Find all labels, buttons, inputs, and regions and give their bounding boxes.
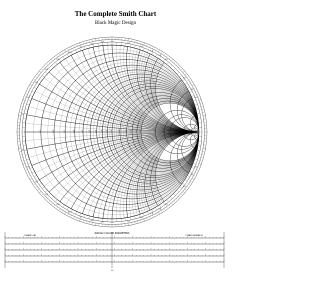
resistance-label: 0.7 xyxy=(96,130,98,133)
reactance-arc xyxy=(90,132,231,300)
wavelength-tick xyxy=(32,171,35,172)
resistance-label: 0.2 xyxy=(54,130,55,133)
wavelength-tick xyxy=(190,171,193,172)
angle-tick xyxy=(155,214,156,215)
angle-tick xyxy=(65,50,66,52)
angle-tick xyxy=(144,219,145,221)
wavelength-tick xyxy=(159,57,161,60)
fine-reactance-arc xyxy=(65,0,231,132)
reactance-label: 0.3 xyxy=(35,182,38,184)
reactance-arc xyxy=(0,132,231,300)
fine-reactance-arc xyxy=(75,132,231,300)
wavelength-tick xyxy=(190,91,193,92)
fine-reactance-arc xyxy=(90,132,231,300)
angle-tick xyxy=(62,53,63,54)
reactance-label: 0.7 xyxy=(79,47,83,49)
wavelength-tick xyxy=(147,50,148,53)
reactance-label: 1.6 xyxy=(150,51,153,53)
wavelength-tick xyxy=(28,163,31,164)
wavelength-tick xyxy=(67,207,69,210)
angle-tick xyxy=(144,43,145,45)
angle-tick xyxy=(195,91,196,92)
angle-tick xyxy=(47,65,48,66)
wavelength-tick xyxy=(143,48,144,51)
wavelength-tick xyxy=(151,210,152,213)
angle-tick xyxy=(169,205,170,206)
chart-subtitle: Black Magic Design xyxy=(94,21,137,26)
reactance-label: 1.0 xyxy=(110,42,114,44)
angle-tick xyxy=(192,85,194,86)
wavelength-tick xyxy=(170,65,172,67)
angle-tick xyxy=(49,201,50,202)
resistance-label: 2.0 xyxy=(141,130,142,133)
fine-reactance-arc xyxy=(116,132,231,298)
wavelength-tick xyxy=(89,45,90,48)
angle-tick xyxy=(42,69,43,70)
angle-tick xyxy=(23,164,25,165)
fine-reactance-arc xyxy=(107,132,231,300)
angle-tick xyxy=(62,210,63,211)
radial-scale-title: RADIALLY SCALED PARAMETERS xyxy=(94,232,130,235)
angle-tick xyxy=(176,199,177,200)
fine-reactance-arc xyxy=(129,132,231,271)
angle-tick xyxy=(65,212,66,214)
reactance-arc xyxy=(25,132,231,300)
fine-reactance-arc xyxy=(0,132,231,300)
reactance-label: 0.4 xyxy=(45,70,48,72)
center-label: 1.0 xyxy=(110,271,114,272)
reactance-label: 1.4 xyxy=(140,47,143,49)
angle-tick xyxy=(33,82,34,83)
wavelength-tick xyxy=(177,190,179,192)
resistance-label: 1.8 xyxy=(136,130,138,133)
wavelength-tick xyxy=(80,213,81,216)
reactance-label: 0.5 xyxy=(56,204,59,206)
reactance-label: 0.7 xyxy=(79,217,83,219)
wavelength-tick xyxy=(30,167,33,168)
wavelength-tick xyxy=(197,113,200,114)
wavelength-tick xyxy=(196,155,199,156)
wavelength-tick xyxy=(26,104,29,105)
resistance-label: 0.1 xyxy=(40,130,42,133)
angle-tick xyxy=(166,207,167,208)
angle-tick xyxy=(183,71,185,73)
resistance-label: 0.4 xyxy=(74,130,76,133)
angle-tick xyxy=(80,43,81,45)
angle-tick xyxy=(179,196,180,197)
wavelength-tick xyxy=(135,45,136,48)
resistance-label: 0.5 xyxy=(83,130,84,133)
radial-scales xyxy=(5,232,224,272)
angle-tick xyxy=(47,199,48,200)
scale-direction-generator: TOWARD GENERATOR xyxy=(185,236,203,237)
reactance-label: 1.8 xyxy=(158,55,162,57)
angle-tick xyxy=(60,209,61,210)
reactance-arc xyxy=(75,0,231,132)
reactance-label: 0.5 xyxy=(56,60,59,62)
reactance-label: 1.2 xyxy=(127,221,130,223)
angle-tick xyxy=(34,184,35,185)
wavelength-tick xyxy=(25,155,28,156)
angle-tick xyxy=(71,48,72,49)
wavelength-tick xyxy=(174,68,176,70)
angle-tick xyxy=(29,175,30,176)
fine-reactance-arc xyxy=(132,132,231,266)
reactance-label: 0.4 xyxy=(45,195,48,196)
fine-reactance-arc xyxy=(120,132,231,290)
wavelength-tick xyxy=(75,50,76,53)
resistance-label: 1.0 xyxy=(112,130,113,133)
angle-tick xyxy=(176,65,177,66)
angle-tick xyxy=(51,59,53,61)
resistance-label: 0.9 xyxy=(107,130,109,133)
wavelength-tick xyxy=(196,109,199,110)
fine-reactance-arc xyxy=(0,132,231,300)
wavelength-tick xyxy=(63,57,65,60)
angle-tick xyxy=(39,191,41,193)
resistance-label: 0.6 xyxy=(90,130,92,133)
fine-reactance-arc xyxy=(0,132,231,300)
angle-tick xyxy=(71,215,72,216)
reactance-arc xyxy=(0,132,231,300)
wavelength-tick xyxy=(30,95,33,96)
angle-tick xyxy=(39,71,41,73)
angle-tick xyxy=(158,212,159,214)
wavelength-tick xyxy=(25,109,28,110)
fine-reactance-arc xyxy=(135,3,231,132)
wavelength-tick xyxy=(52,65,54,67)
angle-tick xyxy=(38,74,39,75)
angle-tick xyxy=(36,77,37,78)
reactance-label: 0.6 xyxy=(68,212,71,214)
wavelength-tick xyxy=(143,213,144,216)
angle-tick xyxy=(192,178,194,179)
reactance-arc xyxy=(102,132,231,300)
angle-tick xyxy=(187,77,188,78)
resistance-label: 0.3 xyxy=(65,130,67,133)
wavelength-tick xyxy=(42,75,44,77)
wavelength-tick xyxy=(197,150,200,151)
reactance-label: 1.0 xyxy=(110,223,114,225)
wavelength-tick xyxy=(191,95,194,96)
fine-reactance-arc xyxy=(0,132,231,300)
angle-tick xyxy=(190,181,191,182)
wavelength-tick xyxy=(71,210,72,213)
wavelength-tick xyxy=(34,87,37,89)
angle-tick xyxy=(164,54,165,55)
reactance-label: 0.3 xyxy=(35,82,38,84)
resistance-label: 4.0 xyxy=(164,130,166,133)
angle-tick xyxy=(181,194,182,195)
angle-tick xyxy=(169,58,170,59)
wavelength-tick xyxy=(39,79,41,81)
fine-reactance-arc xyxy=(75,0,231,132)
angle-tick xyxy=(28,91,29,92)
wavelength-tick xyxy=(185,83,188,85)
angle-tick xyxy=(155,49,156,50)
angle-tick xyxy=(68,49,69,50)
angle-tick xyxy=(185,189,186,190)
fine-reactance-arc xyxy=(0,132,231,300)
fine-reactance-arc xyxy=(83,132,231,300)
reactance-label: 5.0 xyxy=(194,167,197,169)
wavelength-tick xyxy=(177,72,179,74)
wavelength-tick xyxy=(174,194,176,196)
angle-tick xyxy=(33,181,34,182)
reactance-label: 0.9 xyxy=(101,222,104,224)
angle-tick xyxy=(51,203,53,205)
wavelength-tick xyxy=(90,217,94,222)
reactance-arc xyxy=(112,132,231,300)
resistance-label: 1.2 xyxy=(119,130,121,133)
wavelength-tick xyxy=(52,197,54,199)
wavelength-tick xyxy=(195,159,198,160)
angle-tick xyxy=(185,74,186,75)
wavelength-tick xyxy=(187,176,190,178)
resistance-label: 0.8 xyxy=(102,130,104,133)
wavelength-tick xyxy=(26,159,29,160)
reactance-label: 0.2 xyxy=(27,167,30,169)
wavelength-tick xyxy=(45,72,47,74)
fine-reactance-arc xyxy=(132,0,231,132)
fine-reactance-arc xyxy=(6,132,231,300)
wavelength-tick xyxy=(158,205,162,211)
angle-tick xyxy=(161,53,162,54)
wavelength-tick xyxy=(193,163,196,164)
angle-tick xyxy=(171,203,173,205)
wavelength-tick xyxy=(75,211,76,214)
angle-tick xyxy=(45,196,46,197)
angle-tick xyxy=(194,175,195,176)
angle-tick xyxy=(34,80,35,81)
wavelength-tick xyxy=(42,187,44,189)
wavelength-tick xyxy=(84,46,85,49)
wavelength-tick xyxy=(187,87,190,89)
angle-tick xyxy=(164,209,165,210)
angle-tick xyxy=(181,69,182,70)
reactance-label: 0.8 xyxy=(90,220,94,222)
fine-reactance-arc xyxy=(0,132,231,300)
angle-tick xyxy=(28,173,29,174)
angle-tick xyxy=(189,184,190,185)
fine-reactance-arc xyxy=(112,132,231,300)
reactance-label: 0.2 xyxy=(27,97,30,99)
wavelength-tick xyxy=(182,79,184,81)
fine-reactance-arc xyxy=(94,132,231,300)
angle-tick xyxy=(60,54,61,55)
wavelength-tick xyxy=(167,200,169,202)
wavelength-tick xyxy=(34,176,37,178)
wavelength-tick xyxy=(59,59,61,61)
angle-tick xyxy=(153,215,154,216)
wavelength-tick xyxy=(55,200,57,202)
reactance-label: 2.0 xyxy=(165,60,168,62)
reactance-label: 5.0 xyxy=(194,97,197,99)
angle-tick xyxy=(153,48,154,49)
angle-tick xyxy=(36,186,37,187)
angle-tick xyxy=(174,62,175,63)
reactance-label: 0.6 xyxy=(68,52,71,54)
angle-tick xyxy=(174,201,175,202)
angle-tick xyxy=(183,191,185,193)
wavelength-tick xyxy=(48,194,50,196)
wavelength-tick xyxy=(182,183,184,185)
angle-tick xyxy=(187,186,188,187)
angle-tick xyxy=(45,67,46,68)
angle-tick xyxy=(166,56,167,57)
reactance-label: 1.2 xyxy=(127,43,130,45)
wavelength-tick xyxy=(84,215,85,218)
wavelength-tick xyxy=(167,62,169,64)
fine-reactance-arc xyxy=(135,132,231,261)
wavelength-tick xyxy=(185,179,188,181)
reactance-label: 0.9 xyxy=(101,42,104,44)
angle-tick xyxy=(171,59,173,61)
reactance-label: 4.0 xyxy=(190,175,194,177)
angle-tick xyxy=(29,88,30,89)
wavelength-tick xyxy=(180,75,182,77)
angle-tick xyxy=(54,205,55,206)
reactance-label: 1.8 xyxy=(158,209,162,211)
reactance-arc xyxy=(25,0,231,132)
reactance-label: 0.1 xyxy=(22,114,25,116)
fine-reactance-arc xyxy=(25,132,231,300)
chart-title: The Complete Smith Chart xyxy=(74,10,157,18)
angle-tick xyxy=(49,62,50,63)
angle-tick xyxy=(54,58,55,59)
reactance-label: 0.8 xyxy=(90,44,94,46)
fine-reactance-arc xyxy=(25,0,231,132)
wavelength-tick xyxy=(48,68,50,70)
angle-tick xyxy=(194,88,195,89)
wavelength-tick xyxy=(28,100,31,101)
reactance-label: 2.0 xyxy=(165,204,168,206)
resistance-label: 5.0 xyxy=(170,130,171,133)
wavelength-tick xyxy=(180,187,182,189)
wavelength-tick xyxy=(139,215,140,218)
angle-tick xyxy=(38,189,39,190)
angle-tick xyxy=(195,173,196,174)
angle-tick xyxy=(57,56,58,57)
angle-tick xyxy=(80,219,81,221)
wavelength-tick xyxy=(170,197,172,199)
reactance-arc xyxy=(0,132,231,300)
angle-tick xyxy=(68,214,69,215)
angle-tick xyxy=(199,164,201,165)
angle-tick xyxy=(158,209,162,211)
angle-tick xyxy=(158,50,159,52)
wavelength-tick xyxy=(156,54,158,57)
wavelength-tick xyxy=(35,179,40,184)
angle-tick xyxy=(30,178,32,179)
wavelength-tick xyxy=(59,202,61,204)
scale-direction-load: TOWARD LOAD xyxy=(23,236,37,237)
fine-reactance-arc xyxy=(0,132,231,300)
reactance-arc xyxy=(0,132,231,300)
wavelength-tick xyxy=(39,183,41,185)
wavelength-tick xyxy=(130,44,131,47)
reactance-label: 3.0 xyxy=(183,186,186,188)
wavelength-tick xyxy=(135,216,136,219)
wavelength-tick xyxy=(45,190,47,192)
wavelength-tick xyxy=(195,104,198,105)
reactance-label: 4.0 xyxy=(190,90,194,92)
resistance-label: 3.0 xyxy=(155,130,157,133)
angle-tick xyxy=(23,100,25,101)
angle-tick xyxy=(42,194,43,195)
reactance-label: 0.1 xyxy=(22,150,25,152)
wavelength-tick xyxy=(63,205,65,208)
reactance-label: 1.6 xyxy=(150,213,153,215)
angle-tick xyxy=(57,207,58,208)
reactance-label: 1.4 xyxy=(140,218,143,220)
reactance-label: 3.0 xyxy=(183,78,186,80)
wavelength-tick xyxy=(71,52,72,55)
angle-tick xyxy=(199,100,201,101)
wavelength-tick xyxy=(32,91,35,92)
wavelength-tick xyxy=(193,100,196,101)
wavelength-tick xyxy=(89,216,90,219)
angle-tick xyxy=(189,80,190,81)
fine-reactance-arc xyxy=(116,0,231,132)
wavelength-tick xyxy=(130,217,131,220)
reactance-arc xyxy=(75,132,231,300)
resistance-label: 1.4 xyxy=(126,130,128,133)
angle-tick xyxy=(30,85,32,86)
wavelength-tick xyxy=(55,62,57,64)
wavelength-tick xyxy=(67,54,69,57)
angle-tick xyxy=(190,82,191,83)
wavelength-tick xyxy=(147,211,148,214)
angle-tick xyxy=(179,67,180,68)
fine-reactance-arc xyxy=(102,132,231,300)
wavelength-tick xyxy=(156,207,158,210)
resistance-label: 1.6 xyxy=(132,130,134,133)
fine-reactance-arc xyxy=(0,132,231,300)
